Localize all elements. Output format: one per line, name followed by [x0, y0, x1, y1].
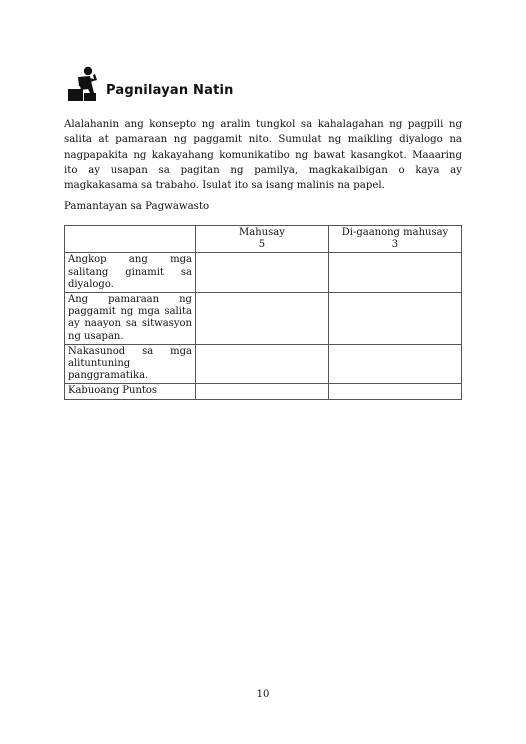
rubric-table — [64, 225, 462, 400]
rubric-header-row — [65, 226, 462, 253]
table-row — [65, 293, 462, 345]
rubric-score-cell — [328, 253, 461, 293]
rubric-header-mahusay-name: Mahusay — [239, 227, 285, 238]
rubric-score-cell — [195, 253, 328, 293]
rubric-header-mahusay-points: 5 — [258, 239, 266, 251]
rubric-score-cell — [195, 293, 328, 345]
rubric-total-cell — [328, 384, 461, 399]
rubric-score-cell — [328, 344, 461, 384]
rubric-criteria-cell: Ang pamaraan ng paggamit ng mga salita ay naayon sa sitwasyon ng usapan. — [65, 293, 196, 345]
rubric-header-mahusay — [195, 226, 328, 253]
rubric-header-criteria — [65, 226, 196, 253]
rubric-total-label: Kabuoang Puntos — [65, 384, 196, 399]
rubric-total-row — [65, 384, 462, 399]
rubric-label: Pamantayan sa Pagwawasto — [64, 201, 210, 212]
table-row — [65, 344, 462, 384]
rubric-criteria-cell: Nakasunod sa mga alituntuning panggramatika. — [65, 344, 196, 384]
rubric-header-di-gaanong-mahusay — [328, 226, 461, 253]
section-title: Pagnilayan Natin — [106, 83, 234, 98]
rubric-score-cell — [328, 293, 461, 345]
page-number: 10 — [256, 689, 270, 700]
rubric-score-cell — [195, 344, 328, 384]
rubric-criteria-cell: Angkop ang mga salitang ginamit sa diyalogo. — [65, 253, 196, 293]
table-row — [65, 253, 462, 293]
section-heading — [66, 66, 234, 102]
instructions-paragraph: Alalahanin ang konsepto ng aralin tungkol sa kahalagahan ng pagpili ng salita at pamaraan ng paggamit nito. Sumulat ng maikling diyalogo na nagpapakita ng kakayahang komunikatibo ng bawat kasangkot. Maaaring ito ay usapan sa pagitan ng pamilya, magkakaibigan o kaya ay magkakasama sa trabaho. Isulat ito sa isang malinis na papel. — [64, 119, 462, 192]
rubric-total-cell — [195, 384, 328, 399]
rubric-header-di-gaanong-mahusay-name: Di-gaanong mahusay — [341, 227, 449, 238]
person-reflecting-icon — [66, 66, 100, 102]
rubric-header-di-gaanong-mahusay-points: 3 — [391, 239, 399, 251]
